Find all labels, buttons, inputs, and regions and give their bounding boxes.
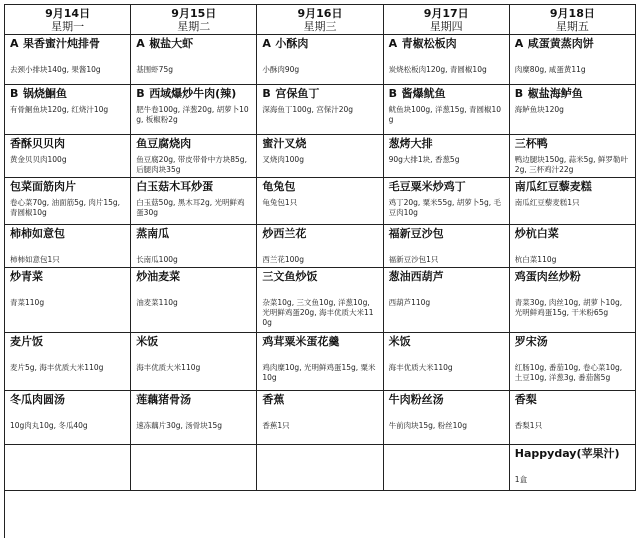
dish-name — [262, 37, 377, 51]
dish-name — [262, 270, 377, 284]
dish-label: 冬瓜肉圆汤 — [10, 393, 65, 406]
dish-label: 莲藕猪骨汤 — [136, 393, 192, 406]
menu-cell — [257, 445, 383, 491]
dish-ingredients: 叉烧肉100g — [262, 155, 304, 164]
dish-ingredients: 鸡肉糜10g, 光明鲜鸡蛋15g, 粟米10g — [262, 363, 376, 382]
dish-label: 米饭 — [136, 335, 159, 348]
dish-ingredients: 小酥肉90g — [262, 65, 300, 74]
menu-cell — [5, 35, 131, 85]
dish-label: 蜜汁叉烧 — [262, 137, 307, 150]
dish-name — [515, 137, 630, 151]
dish-name — [262, 393, 377, 407]
dish-ingredients: 香梨1只 — [514, 421, 543, 430]
dish-ingredients: 麦片5g, 海丰优质大米110g — [10, 363, 104, 372]
menu-cell — [5, 225, 131, 268]
dish-label: 南瓜红豆藜麦糕 — [514, 180, 592, 193]
menu-option-tag: A — [514, 37, 524, 50]
dish-label: 咸蛋黄蒸肉饼 — [527, 37, 594, 50]
menu-cell — [5, 333, 131, 391]
dish-name — [515, 87, 630, 101]
dish-label: 福新豆沙包 — [388, 227, 444, 240]
dish-ingredients: 肥牛卷100g, 洋葱20g, 胡萝卜10g, 板椒粉2g — [136, 105, 249, 124]
menu-cell — [384, 178, 510, 225]
dish-name — [136, 180, 251, 194]
menu-cell — [510, 178, 636, 225]
dish-name — [389, 180, 504, 194]
dish-ingredients: 海丰优质大米110g — [136, 363, 201, 372]
dish-name — [515, 393, 630, 407]
dish-label: 西域爆炒牛肉(辣) — [149, 87, 237, 100]
dish-name — [389, 227, 504, 241]
dish-label: 龟兔包 — [262, 180, 296, 193]
dish-name — [10, 37, 125, 51]
dish-name — [136, 227, 251, 241]
dish-ingredients: 卷心菜70g, 油面筋5g, 肉片15g, 青圆椒10g — [10, 198, 121, 217]
dish-ingredients: 海鲈鱼块120g — [514, 105, 564, 114]
menu-cell — [5, 85, 131, 135]
dish-name — [389, 37, 504, 51]
dish-ingredients: 杂菜10g, 三文鱼10g, 洋葱10g, 光明鲜鸡蛋20g, 海丰优质大米110g — [262, 298, 374, 327]
dish-ingredients: 1盒 — [514, 475, 528, 484]
menu-cell — [257, 333, 383, 391]
dish-label: 鱼豆腐烧肉 — [136, 137, 192, 150]
dish-label: 麦片饭 — [10, 335, 43, 348]
menu-cell — [131, 225, 257, 268]
dish-name — [262, 87, 377, 101]
menu-cell — [384, 225, 510, 268]
menu-cell — [131, 445, 257, 491]
menu-cell — [5, 445, 131, 491]
dish-ingredients: 龟兔包1只 — [262, 198, 298, 207]
menu-cell — [384, 268, 510, 333]
menu-cell — [131, 391, 257, 445]
dish-ingredients: 红肠10g, 番茄10g, 卷心菜10g, 土豆10g, 洋葱3g, 番茄酱5g — [514, 363, 623, 382]
day-header — [131, 5, 257, 35]
dish-name — [515, 270, 630, 284]
menu-cell — [257, 391, 383, 445]
dish-label: 鸡蛋肉丝炒粉 — [514, 270, 581, 283]
menu-cell — [510, 85, 636, 135]
dish-ingredients: 基围虾75g — [136, 65, 173, 74]
menu-cell — [131, 135, 257, 178]
day-date: 9月15日 — [171, 7, 217, 20]
dish-ingredients: 90g大排1块, 香葱5g — [388, 155, 460, 164]
day-date: 9月14日 — [45, 7, 91, 20]
dish-label: 香梨 — [514, 393, 537, 406]
menu-option-tag: B — [10, 87, 19, 100]
dish-name — [262, 335, 377, 349]
menu-cell — [510, 225, 636, 268]
dish-ingredients: 杭白菜110g — [514, 255, 557, 264]
dish-label: 炒油麦菜 — [136, 270, 181, 283]
dish-name — [136, 270, 251, 284]
dish-label: 香酥贝贝肉 — [10, 137, 65, 150]
dish-name — [262, 227, 377, 241]
dish-ingredients: 南瓜红豆藜麦糕1只 — [514, 198, 580, 207]
dish-name — [10, 393, 125, 407]
menu-cell — [131, 333, 257, 391]
menu-cell — [384, 333, 510, 391]
menu-option-tag: B — [136, 87, 145, 100]
dish-name — [515, 37, 630, 51]
dish-name — [515, 447, 630, 461]
dish-ingredients: 炭烧松板肉120g, 青圆椒10g — [388, 65, 487, 74]
dish-label: 小酥肉 — [275, 37, 309, 50]
dish-label: 炒西兰花 — [262, 227, 307, 240]
dish-label: 香蕉 — [262, 393, 285, 406]
day-weekday: 星期五 — [555, 20, 589, 33]
dish-label: 三杯鸭 — [514, 137, 548, 150]
dish-label: 鸡茸粟米蛋花羹 — [262, 335, 340, 348]
dish-ingredients: 长南瓜100g — [136, 255, 178, 264]
dish-name — [10, 335, 125, 349]
dish-name — [389, 87, 504, 101]
day-header — [5, 5, 131, 35]
menu-cell — [257, 178, 383, 225]
dish-label: 椒盐海鲈鱼 — [527, 87, 583, 100]
dish-name — [136, 393, 251, 407]
dish-label: 毛豆粟米炒鸡丁 — [388, 180, 466, 193]
dish-ingredients: 肉糜80g, 咸蛋黄11g — [514, 65, 586, 74]
dish-ingredients: 速冻藕片30g, 汤骨块15g — [136, 421, 223, 430]
dish-ingredients: 西葫芦110g — [388, 298, 431, 307]
menu-cell — [510, 135, 636, 178]
menu-cell — [384, 135, 510, 178]
dish-ingredients: 香蕉1只 — [262, 421, 290, 430]
dish-label: 柿柿如意包 — [10, 227, 65, 240]
dish-name — [136, 335, 251, 349]
dish-label: 炒青菜 — [10, 270, 43, 283]
dish-ingredients: 去颈小排块140g, 果酱10g — [10, 65, 101, 74]
dish-name — [10, 270, 125, 284]
menu-option-tag: B — [514, 87, 524, 100]
day-header — [257, 5, 383, 35]
menu-cell — [510, 35, 636, 85]
menu-cell — [257, 35, 383, 85]
dish-label: 椒盐大虾 — [149, 37, 194, 50]
dish-ingredients: 黄金贝贝肉100g — [10, 155, 67, 164]
menu-cell — [384, 35, 510, 85]
dish-ingredients: 鸭边腿块150g, 蒜米5g, 鲜罗勒叶2g, 三杯鸡汁22g — [514, 155, 628, 174]
dish-name — [389, 270, 504, 284]
dish-name — [10, 180, 125, 194]
dish-ingredients: 鱿鱼块100g, 洋葱15g, 青圆椒10g — [388, 105, 502, 124]
dish-name — [10, 137, 125, 151]
dish-name — [262, 180, 377, 194]
dish-name — [136, 87, 251, 101]
dish-ingredients: 牛前肉块15g, 粉丝10g — [388, 421, 467, 430]
dish-ingredients: 鱼豆腐20g, 带皮带骨中方块85g, 后腿肉块35g — [136, 155, 247, 174]
dish-label: 炒杭白菜 — [514, 227, 559, 240]
dish-ingredients: 10g肉丸10g, 冬瓜40g — [10, 421, 88, 430]
dish-name — [389, 335, 504, 349]
day-date: 9月16日 — [297, 7, 343, 20]
dish-name — [389, 393, 504, 407]
dish-name — [515, 180, 630, 194]
dish-name — [136, 137, 251, 151]
day-weekday: 星期一 — [51, 20, 85, 33]
dish-label: 葱烤大排 — [388, 137, 433, 150]
dish-label: 包菜面筋肉片 — [10, 180, 76, 193]
menu-option-tag: B — [262, 87, 271, 100]
dish-label: 罗宋汤 — [514, 335, 548, 348]
menu-cell — [257, 85, 383, 135]
dish-label: Happyday(苹果汁) — [514, 447, 620, 460]
dish-label: 酱爆鱿鱼 — [401, 87, 446, 100]
menu-cell — [510, 445, 636, 491]
dish-ingredients: 青菜30g, 肉丝10g, 胡萝卜10g, 光明鲜鸡蛋15g, 干米粉65g — [514, 298, 623, 317]
menu-option-tag: A — [10, 37, 19, 50]
menu-option-tag: B — [388, 87, 397, 100]
menu-cell — [5, 135, 131, 178]
menu-cell — [510, 391, 636, 445]
dish-ingredients: 油麦菜110g — [136, 298, 178, 307]
dish-label: 果香蜜汁炖排骨 — [23, 37, 100, 50]
menu-cell — [5, 178, 131, 225]
dish-label: 白玉菇木耳炒蛋 — [136, 180, 214, 193]
menu-cell — [384, 445, 510, 491]
dish-ingredients: 深海鱼丁100g, 宫保汁20g — [262, 105, 354, 114]
menu-table — [4, 4, 636, 538]
menu-cell — [257, 225, 383, 268]
dish-name — [262, 137, 377, 151]
menu-option-tag: A — [136, 37, 145, 50]
dish-label: 锅烧鮰鱼 — [23, 87, 67, 100]
menu-cell — [5, 268, 131, 333]
menu-cell — [5, 391, 131, 445]
dish-label: 三文鱼炒饭 — [262, 270, 318, 283]
menu-cell — [131, 85, 257, 135]
menu-cell — [384, 85, 510, 135]
dish-name — [389, 137, 504, 151]
dish-ingredients: 柿柿如意包1只 — [10, 255, 60, 264]
dish-label: 宫保鱼丁 — [275, 87, 320, 100]
menu-cell — [510, 268, 636, 333]
menu-cell — [510, 333, 636, 391]
menu-cell — [131, 268, 257, 333]
menu-cell — [131, 178, 257, 225]
dish-name — [136, 37, 251, 51]
day-date: 9月17日 — [423, 7, 469, 20]
menu-cell — [384, 391, 510, 445]
dish-ingredients: 鸡丁20g, 粟米55g, 胡萝卜5g, 毛豆肉10g — [388, 198, 502, 217]
menu-option-tag: A — [262, 37, 271, 50]
menu-option-tag: A — [388, 37, 398, 50]
menu-cell — [257, 268, 383, 333]
menu-cell — [131, 35, 257, 85]
day-weekday: 星期三 — [303, 20, 337, 33]
dish-ingredients: 白玉菇50g, 黑木耳2g, 光明鲜鸡蛋30g — [136, 198, 245, 217]
dish-ingredients: 有骨鮰鱼块120g, 红烧汁10g — [10, 105, 109, 114]
dish-label: 蒸南瓜 — [136, 227, 170, 240]
dish-name — [515, 227, 630, 241]
dish-ingredients: 福新豆沙包1只 — [388, 255, 439, 264]
day-weekday: 星期四 — [429, 20, 463, 33]
day-date: 9月18日 — [549, 7, 595, 20]
day-header — [510, 5, 636, 35]
menu-cell — [257, 135, 383, 178]
day-weekday: 星期二 — [177, 20, 211, 33]
day-header — [384, 5, 510, 35]
dish-name — [10, 227, 125, 241]
dish-name — [10, 87, 125, 101]
dish-label: 米饭 — [388, 335, 411, 348]
dish-ingredients: 青菜110g — [10, 298, 45, 307]
dish-ingredients: 西兰花100g — [262, 255, 304, 264]
dish-name — [515, 335, 630, 349]
dish-ingredients: 海丰优质大米110g — [388, 363, 453, 372]
dish-label: 葱油西葫芦 — [388, 270, 444, 283]
dish-label: 青椒松板肉 — [401, 37, 457, 50]
dish-label: 牛肉粉丝汤 — [388, 393, 444, 406]
